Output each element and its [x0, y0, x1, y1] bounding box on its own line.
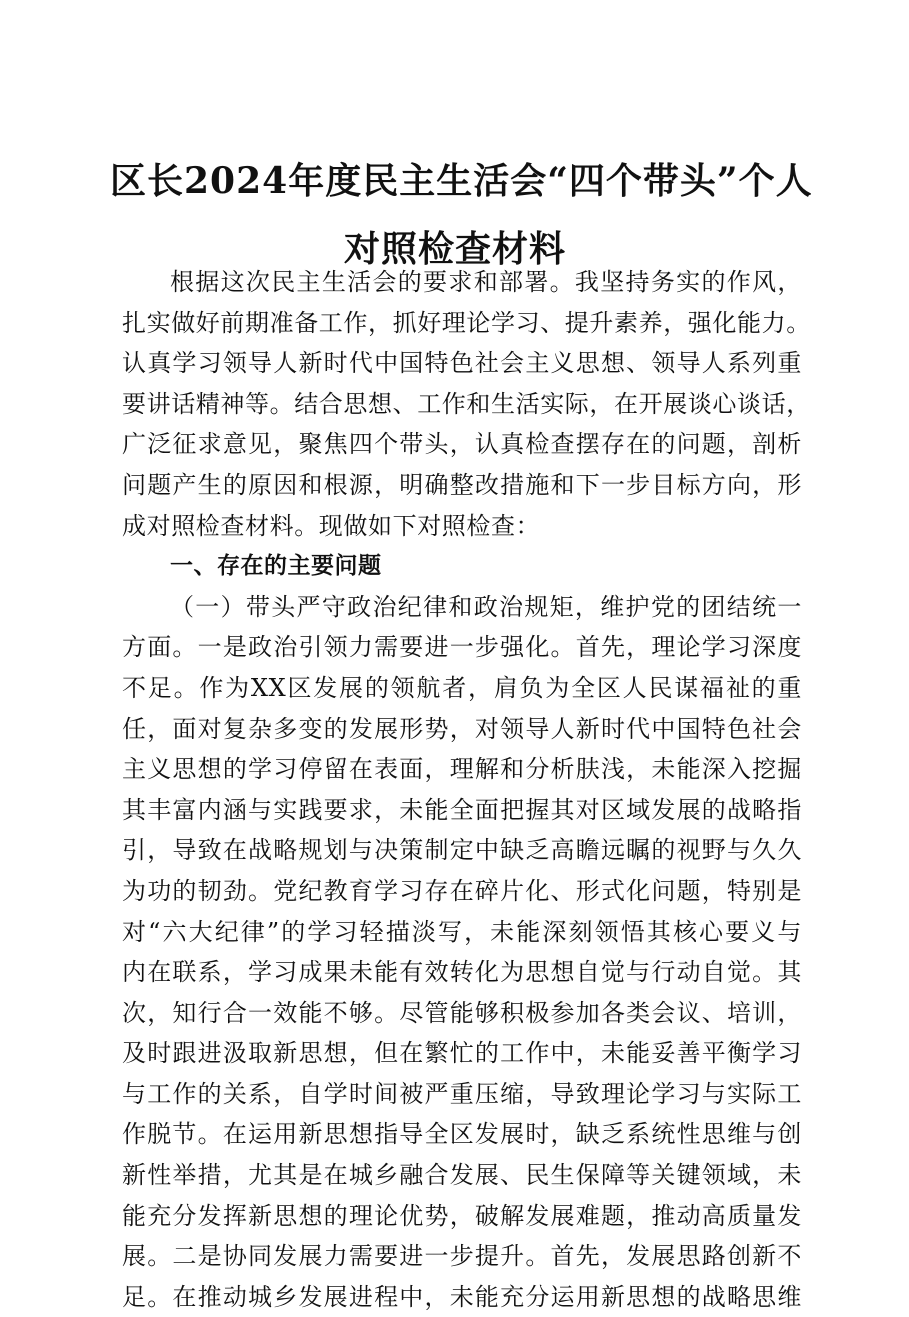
subsection-line: （一）带头严守政治纪律和政治规矩，维护党的团结统一	[170, 592, 802, 621]
subsection-line: 对“六大纪律”的学习轻描淡写，未能深刻领悟其核心要义与	[122, 917, 802, 946]
document-body	[122, 262, 811, 1317]
document-title-line-2: 对照检查材料	[343, 228, 566, 270]
subsection-line: 能充分发挥新思想的理论优势，破解发展难题，推动高质量发	[122, 1201, 802, 1230]
subsection-line: 任，面对复杂多变的发展形势，对领导人新时代中国特色社会	[122, 714, 802, 743]
subsection-line: 引，导致在战略规划与决策制定中缺乏高瞻远瞩的视野与久久	[122, 836, 802, 865]
intro-line: 根据这次民主生活会的要求和部署。我坚持务实的作风，	[170, 268, 802, 296]
subsection-line: 不足。作为XX区发展的领航者，肩负为全区人民谋福祉的重	[122, 673, 802, 702]
subsection-line: 足。在推动城乡发展进程中，未能充分运用新思想的战略思维	[122, 1282, 802, 1311]
intro-line: 要讲话精神等。结合思想、工作和生活实际，在开展谈心谈话，	[122, 389, 811, 418]
intro-line: 扎实做好前期准备工作，抓好理论学习、提升素养，强化能力。	[122, 308, 811, 337]
document-title-line-1: 区长2024年度民主生活会“四个带头”个人	[110, 160, 813, 202]
intro-line: 认真学习领导人新时代中国特色社会主义思想、领导人系列重	[122, 349, 802, 378]
subsection-line: 展。二是协同发展力需要进一步提升。首先，发展思路创新不	[122, 1242, 802, 1271]
subsection-line: 作脱节。在运用新思想指导全区发展时，缺乏系统性思维与创	[122, 1120, 802, 1149]
subsection-line: 新性举措，尤其是在城乡融合发展、民生保障等关键领域，未	[122, 1161, 802, 1190]
subsection-line: 内在联系，学习成果未能有效转化为思想自觉与行动自觉。其	[122, 958, 802, 987]
subsection-line: 为功的韧劲。党纪教育学习存在碎片化、形式化问题，特别是	[122, 876, 802, 905]
intro-line: 问题产生的原因和根源，明确整改措施和下一步目标方向，形	[122, 470, 802, 499]
subsection-line: 方面。一是政治引领力需要进一步强化。首先，理论学习深度	[122, 633, 802, 662]
subsection-line: 其丰富内涵与实践要求，未能全面把握其对区域发展的战略指	[122, 795, 802, 824]
intro-line: 广泛征求意见，聚焦四个带头，认真检查摆存在的问题，剖析	[122, 430, 802, 459]
subsection-line: 主义思想的学习停留在表面，理解和分析肤浅，未能深入挖掘	[122, 755, 802, 784]
subsection-line: 次，知行合一效能不够。尽管能够积极参加各类会议、培训，	[122, 998, 802, 1027]
intro-line: 成对照检查材料。现做如下对照检查：	[122, 511, 541, 540]
section-heading: 一、存在的主要问题	[170, 553, 382, 580]
subsection-line: 及时跟进汲取新思想，但在繁忙的工作中，未能妥善平衡学习	[122, 1039, 802, 1068]
subsection-line: 与工作的关系，自学时间被严重压缩，导致理论学习与实际工	[122, 1079, 802, 1108]
